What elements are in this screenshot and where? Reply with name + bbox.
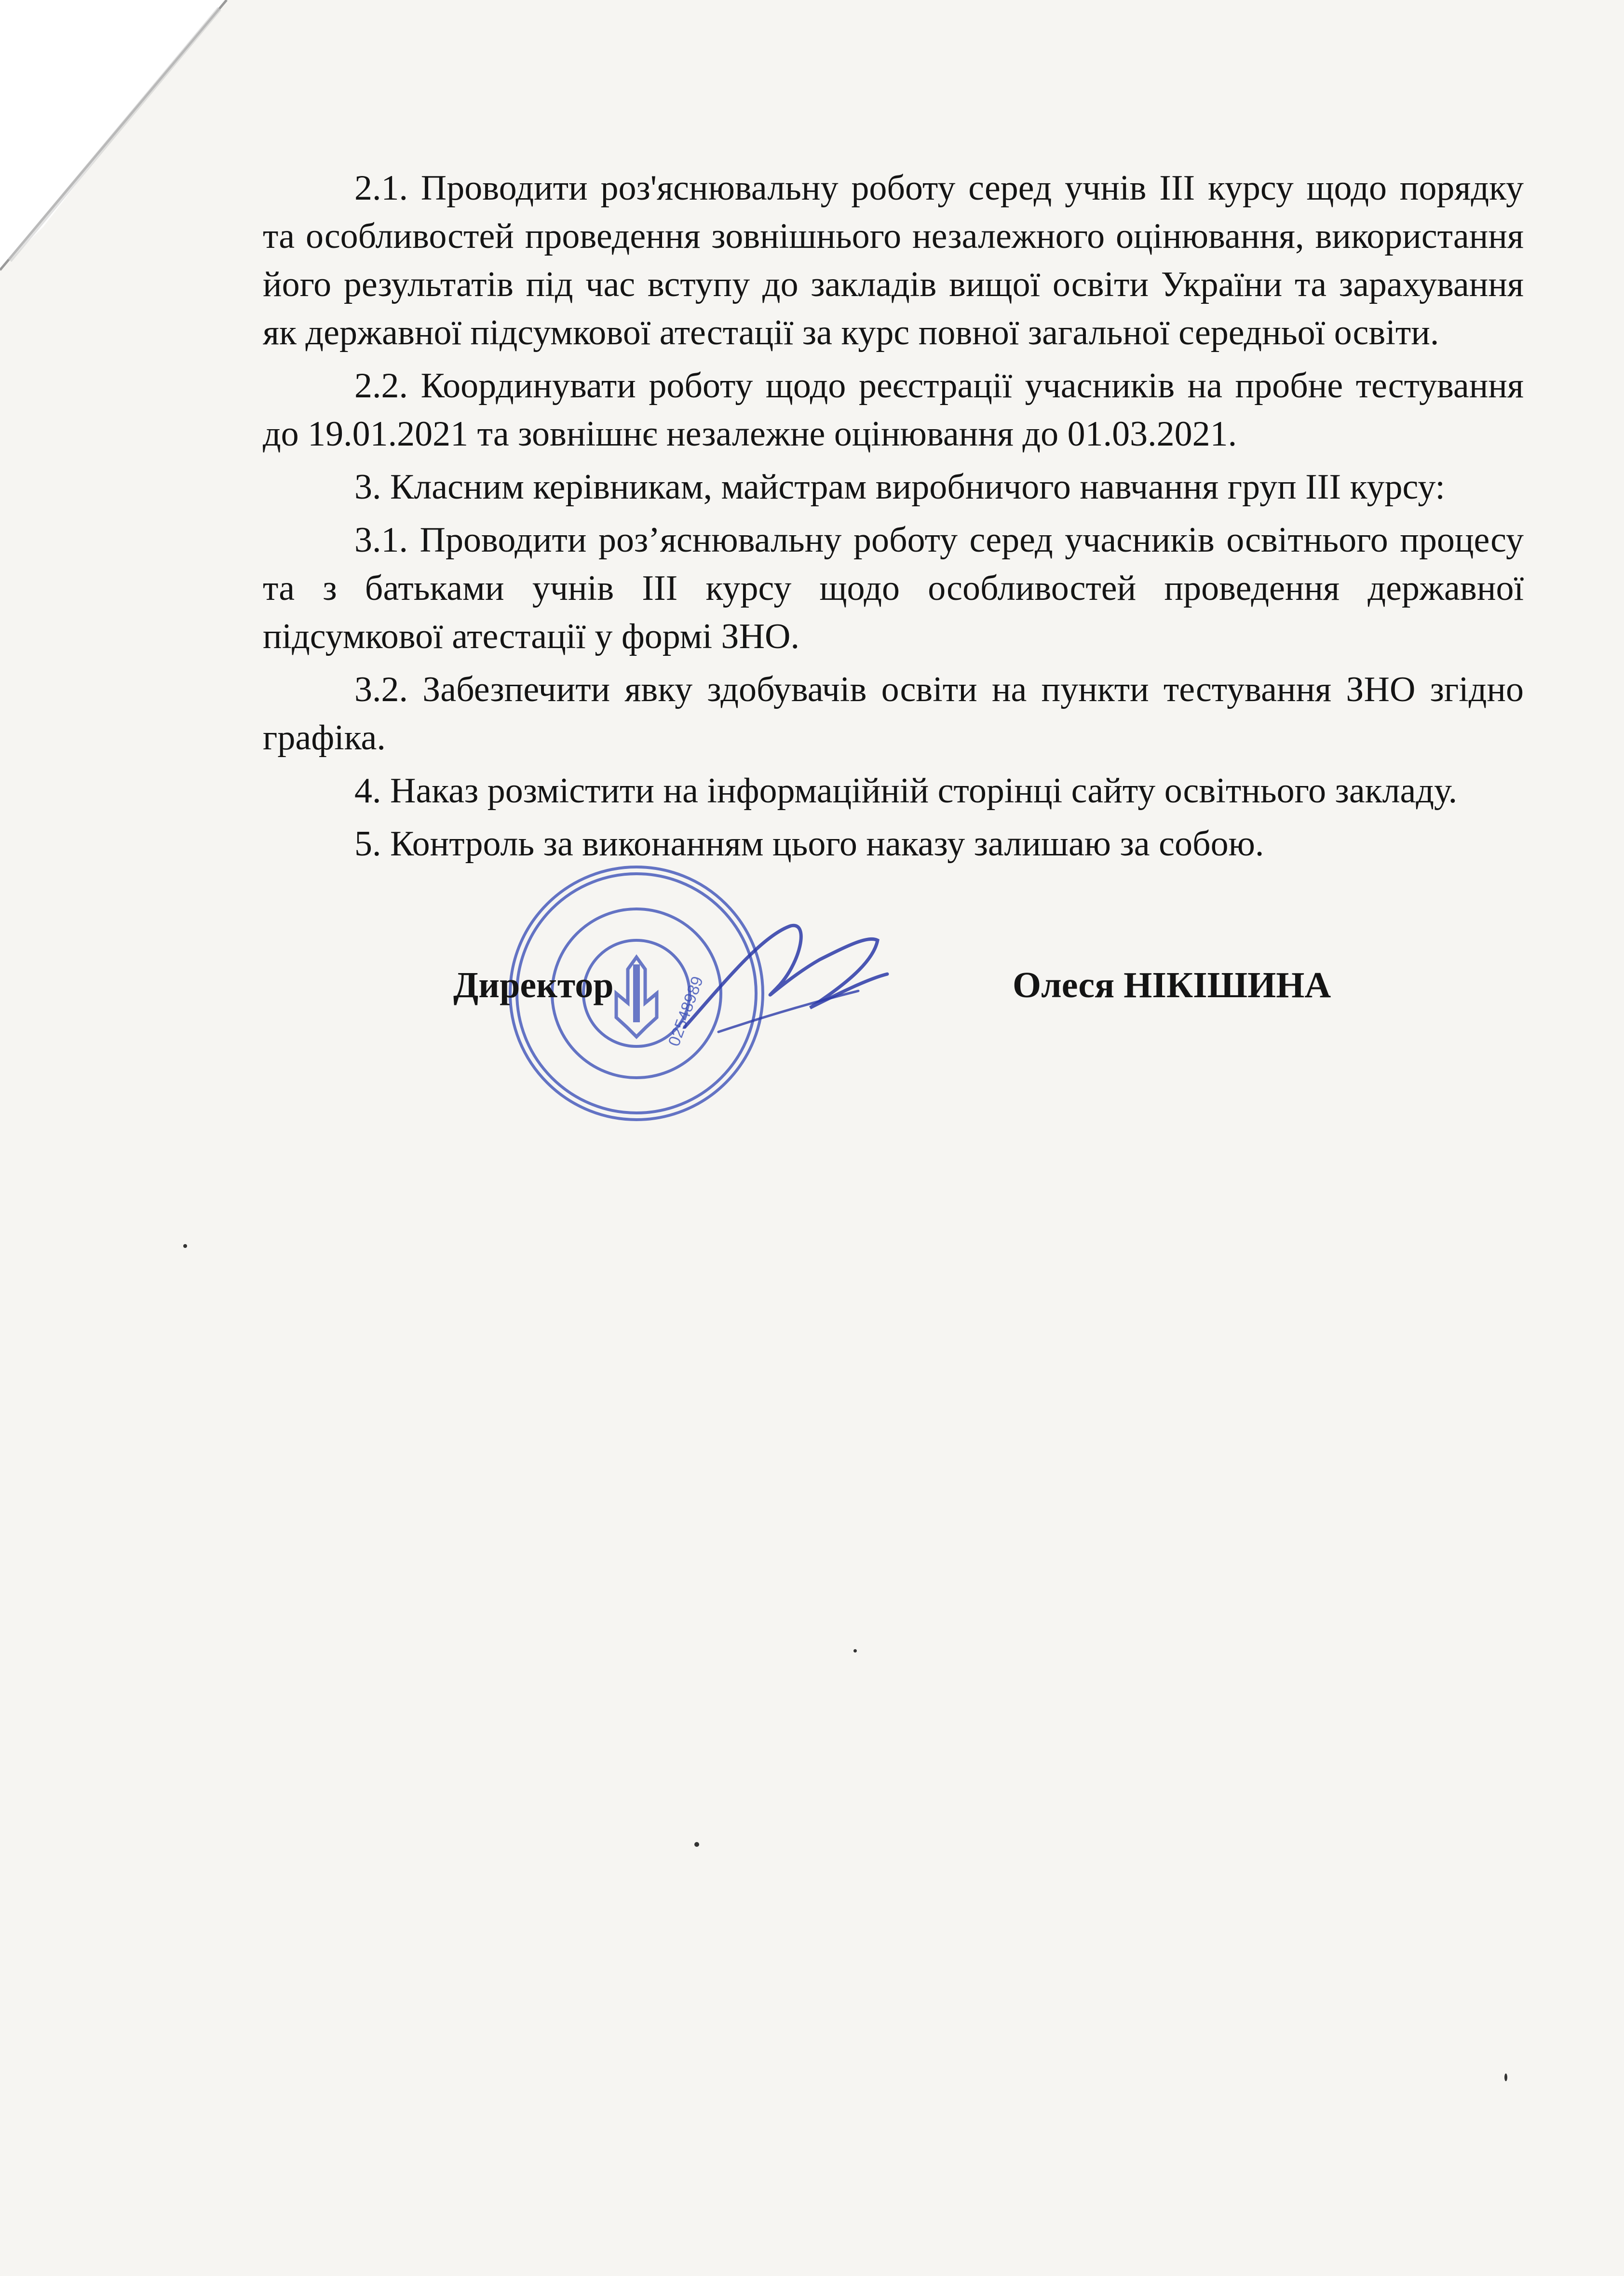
paragraph-5: 5. Контроль за виконанням цього наказу залишаю за собою.: [354, 824, 1264, 864]
paragraph-3-1: 3.1. Проводити роз’яснювальну роботу серед учасників освітнього процесу та з батьками учнів ІІІ курсу щодо особливостей проведення державної підсумкової атестації у формі ЗНО.: [263, 520, 1524, 656]
paragraph-3: 3. Класним керівникам, майстрам виробничого навчання груп ІІІ курсу:: [354, 467, 1445, 507]
scan-speck: [694, 1842, 699, 1847]
paragraph-3-2: 3.2. Забезпечити явку здобувачів освіти на пункти тестування ЗНО згідно графіка.: [263, 670, 1524, 758]
scan-speck: [183, 1244, 187, 1248]
scan-speck: [853, 1649, 857, 1653]
signature-block: [453, 964, 1514, 1017]
signatory-role: Директор: [453, 965, 614, 1005]
paragraph-4: 4. Наказ розмістити на інформаційній сторінці сайту освітнього закладу.: [354, 771, 1458, 811]
paragraph-2-1: 2.1. Проводити роз'яснювальну роботу серед учнів ІІІ курсу щодо порядку та особливостей проведення зовнішнього незалежного оцінювання, використання його результатів під час вступу до закладів вищої освіти України та зарахування як державної підсумкової атестації за курс повної загальної середньої освіти.: [263, 168, 1524, 352]
stamp-code: 02548989: [664, 974, 707, 1049]
signatory-name: Олеся НІКІШИНА: [1013, 965, 1331, 1005]
paragraph-2-2: 2.2. Координувати роботу щодо реєстрації учасників на пробне тестування до 19.01.2021 та зовнішнє незалежне оцінювання до 01.03.2021.: [263, 366, 1524, 454]
order-body: [263, 164, 1524, 873]
scan-speck: [1504, 2073, 1507, 2081]
